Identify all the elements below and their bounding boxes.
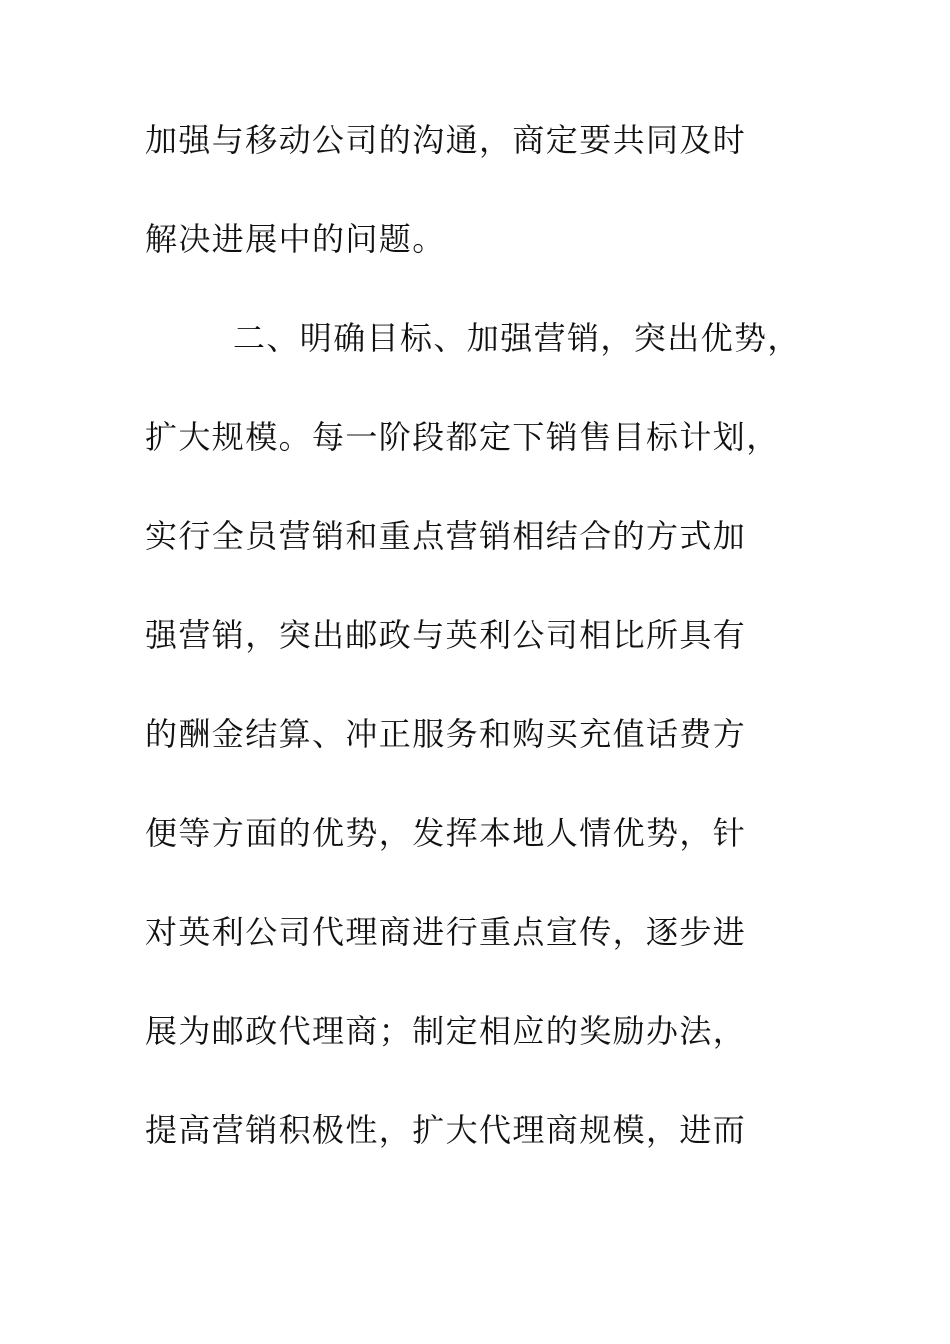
text-line: 提高营销积极性，扩大代理商规模，进而 xyxy=(145,1111,747,1149)
text-line: 便等方面的优势，发挥本地人情优势，针 xyxy=(145,814,747,852)
text-line: 实行全员营销和重点营销相结合的方式加 xyxy=(145,517,747,555)
section-heading-line: 二、明确目标、加强营销，突出优势， xyxy=(233,319,801,357)
text-line: 的酬金结算、冲正服务和购买充值话费方 xyxy=(145,715,747,753)
text-line: 解决进展中的问题。 xyxy=(145,220,446,258)
text-line: 展为邮政代理商；制定相应的奖励办法， xyxy=(145,1012,747,1050)
text-line: 加强与移动公司的沟通，商定要共同及时 xyxy=(145,121,747,159)
text-line: 扩大规模。每一阶段都定下销售目标计划， xyxy=(145,418,780,456)
text-line: 对英利公司代理商进行重点宣传，逐步进 xyxy=(145,913,747,951)
document-body xyxy=(145,121,825,1213)
text-line: 强营销，突出邮政与英利公司相比所具有 xyxy=(145,616,747,654)
